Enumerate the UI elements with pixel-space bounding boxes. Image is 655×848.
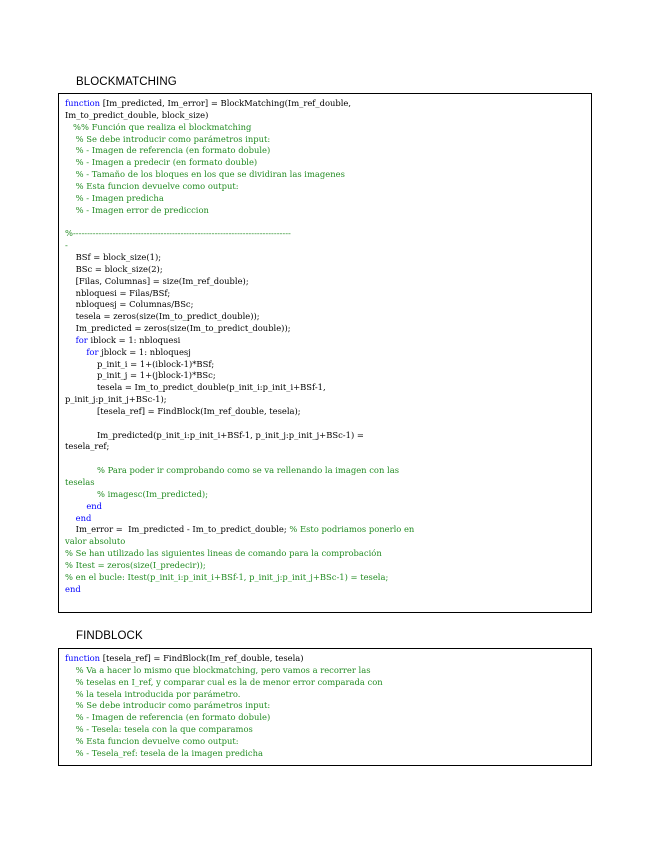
code-line xyxy=(65,252,587,264)
code-line xyxy=(65,228,587,240)
code-comment: - xyxy=(65,240,68,251)
code-line xyxy=(65,477,587,489)
code-line xyxy=(65,145,587,157)
code-text xyxy=(65,489,97,499)
code-line xyxy=(65,394,587,406)
code-line xyxy=(65,453,587,465)
code-text: BSc = block_size(2); xyxy=(65,263,163,274)
code-line xyxy=(65,689,587,701)
code-line xyxy=(65,311,587,323)
code-comment: % - Imagen de referencia (en formato dobule) xyxy=(75,145,271,156)
code-text xyxy=(65,335,76,345)
code-line xyxy=(65,700,587,712)
code-text: nbloquesj = Columnas/BSc; xyxy=(65,299,194,310)
code-line xyxy=(65,677,587,689)
code-line xyxy=(65,205,587,217)
code-text: tesela = Im_to_predict_double(p_init_i:p_init_i+BSf-1, xyxy=(65,382,326,393)
code-text xyxy=(65,677,76,687)
code-text: [tesela_ref] = FindBlock(Im_ref_double, tesela) xyxy=(100,653,304,663)
code-text: Im_to_predict_double, block_size) xyxy=(65,109,209,120)
code-line xyxy=(65,584,587,596)
code-line xyxy=(65,501,587,513)
code-keyword: end xyxy=(65,583,81,594)
code-text xyxy=(65,169,76,179)
code-line xyxy=(65,489,587,501)
code-text xyxy=(65,134,76,144)
code-line xyxy=(65,122,587,134)
code-line xyxy=(65,335,587,347)
code-line xyxy=(65,216,587,228)
code-comment: % Para poder ir comprobando como se va rellenando la imagen con las xyxy=(96,465,399,476)
code-line xyxy=(65,347,587,359)
code-line xyxy=(65,359,587,371)
code-line xyxy=(65,441,587,453)
code-comment: % Se debe introducir como parámetros input: xyxy=(75,133,271,144)
code-text: p_init_j = 1+(jblock-1)*BSc; xyxy=(65,370,216,381)
code-line xyxy=(65,548,587,560)
code-comment: teselas xyxy=(65,477,95,487)
code-line xyxy=(65,382,587,394)
code-comment: % Va a hacer lo mismo que blockmatching, pero vamos a recorrer las xyxy=(75,664,371,675)
code-text xyxy=(65,122,73,132)
code-text xyxy=(65,205,76,215)
code-text xyxy=(65,736,76,746)
code-comment: % Se debe introducir como parámetros input: xyxy=(75,700,271,711)
code-line xyxy=(65,406,587,418)
code-line xyxy=(65,418,587,430)
findblock-section-title: FINDBLOCK xyxy=(76,630,143,642)
code-line xyxy=(65,513,587,525)
code-line xyxy=(65,299,587,311)
code-comment: % la tesela introducida por parámetro. xyxy=(75,688,241,699)
code-comment: % teselas en I_ref, y comparar cual es la de menor error comparada con xyxy=(75,676,383,687)
code-comment: % Esto podriamos ponerlo en xyxy=(289,524,415,535)
code-line xyxy=(65,712,587,724)
code-keyword: end xyxy=(75,512,92,523)
blockmatching-section-title: BLOCKMATCHING xyxy=(76,76,177,88)
code-line xyxy=(65,169,587,181)
code-line xyxy=(65,157,587,169)
code-comment: % - Tesela_ref: tesela de la imagen predicha xyxy=(75,747,263,758)
code-line xyxy=(65,430,587,442)
code-comment: % en el bucle: Itest(p_init_i:p_init_i+BSf-1, p_init_j:p_init_j+BSc-1) = tesela; xyxy=(65,571,389,582)
code-text xyxy=(65,665,76,675)
code-line xyxy=(65,264,587,276)
code-comment: % - Imagen de referencia (en formato dobule) xyxy=(75,712,271,723)
code-text: [tesela_ref] = FindBlock(Im_ref_double, tesela); xyxy=(65,405,301,416)
code-comment: % - Tamaño de los bloques en los que se dividiran las imagenes xyxy=(75,169,345,180)
code-comment: valor absoluto xyxy=(65,536,126,547)
code-text xyxy=(65,157,76,167)
code-text: BSf = block_size(1); xyxy=(65,251,162,262)
code-text: jblock = 1: nbloquesj xyxy=(98,346,191,357)
code-text xyxy=(65,501,86,511)
code-keyword: function xyxy=(65,653,101,663)
code-line xyxy=(65,323,587,335)
code-text xyxy=(65,748,76,758)
code-line xyxy=(65,524,587,536)
code-text: [Filas, Columnas] = size(Im_ref_double); xyxy=(65,275,249,286)
code-comment: % Itest = zeros(size(I_predecir)); xyxy=(65,559,206,570)
code-line xyxy=(65,181,587,193)
code-text: Im_predicted(p_init_i:p_init_i+BSf-1, p_init_j:p_init_j+BSc-1) = xyxy=(65,429,364,440)
code-line xyxy=(65,288,587,300)
findblock-code-listing xyxy=(58,648,592,766)
code-keyword: for xyxy=(86,346,99,357)
code-text: tesela_ref; xyxy=(65,441,110,452)
code-comment: % imagesc(Im_predicted); xyxy=(96,488,209,499)
code-text xyxy=(65,465,97,475)
code-comment: % - Tesela: tesela con la que comparamos xyxy=(75,724,253,735)
code-text: tesela = zeros(size(Im_to_predict_double)); xyxy=(65,311,260,322)
code-line xyxy=(65,572,587,584)
code-comment: % - Imagen a predecir (en formato double) xyxy=(75,157,258,168)
code-text: iblock = 1: nbloquesi xyxy=(87,334,181,345)
code-text xyxy=(65,145,76,155)
code-text: Im_predicted = zeros(size(Im_to_predict_double)); xyxy=(65,323,291,334)
code-line xyxy=(65,110,587,122)
code-keyword: function xyxy=(65,98,101,108)
code-line xyxy=(65,724,587,736)
code-comment: %% Función que realiza el blockmatching xyxy=(73,121,252,132)
code-text xyxy=(65,181,76,191)
code-line xyxy=(65,240,587,252)
code-keyword: end xyxy=(86,500,103,511)
code-line xyxy=(65,536,587,548)
code-text xyxy=(65,724,76,734)
code-text xyxy=(65,712,76,722)
code-text: p_init_j:p_init_j+BSc-1); xyxy=(65,394,167,405)
code-line xyxy=(65,748,587,760)
code-line xyxy=(65,653,587,665)
blockmatching-code-listing xyxy=(58,93,592,613)
code-comment: % Se han utilizado las siguientes lineas de comando para la comprobación xyxy=(65,548,382,559)
code-text: p_init_i = 1+(iblock-1)*BSf; xyxy=(65,358,215,369)
code-line xyxy=(65,134,587,146)
code-line xyxy=(65,560,587,572)
code-text: nbloquesi = Filas/BSf; xyxy=(65,287,171,298)
code-text xyxy=(65,689,76,699)
code-text xyxy=(65,193,76,203)
code-line xyxy=(65,736,587,748)
code-comment: % - Imagen predicha xyxy=(75,192,164,203)
code-text xyxy=(65,347,86,357)
code-comment: % Esta funcion devuelve como output: xyxy=(75,735,239,746)
code-line xyxy=(65,465,587,477)
code-text xyxy=(65,513,76,523)
code-keyword: for xyxy=(75,334,88,345)
code-comment: %----------------------------------------------------------------------------- xyxy=(65,228,291,239)
code-comment: % - Imagen error de prediccion xyxy=(75,204,209,215)
code-line xyxy=(65,98,587,110)
code-text xyxy=(65,700,76,710)
code-line xyxy=(65,370,587,382)
code-line xyxy=(65,276,587,288)
code-line xyxy=(65,665,587,677)
code-text: Im_error = Im_predicted - Im_to_predict_double; xyxy=(65,524,290,535)
code-line xyxy=(65,193,587,205)
code-comment: % Esta funcion devuelve como output: xyxy=(75,180,239,191)
code-text: [Im_predicted, Im_error] = BlockMatching(Im_ref_double, xyxy=(100,98,352,108)
